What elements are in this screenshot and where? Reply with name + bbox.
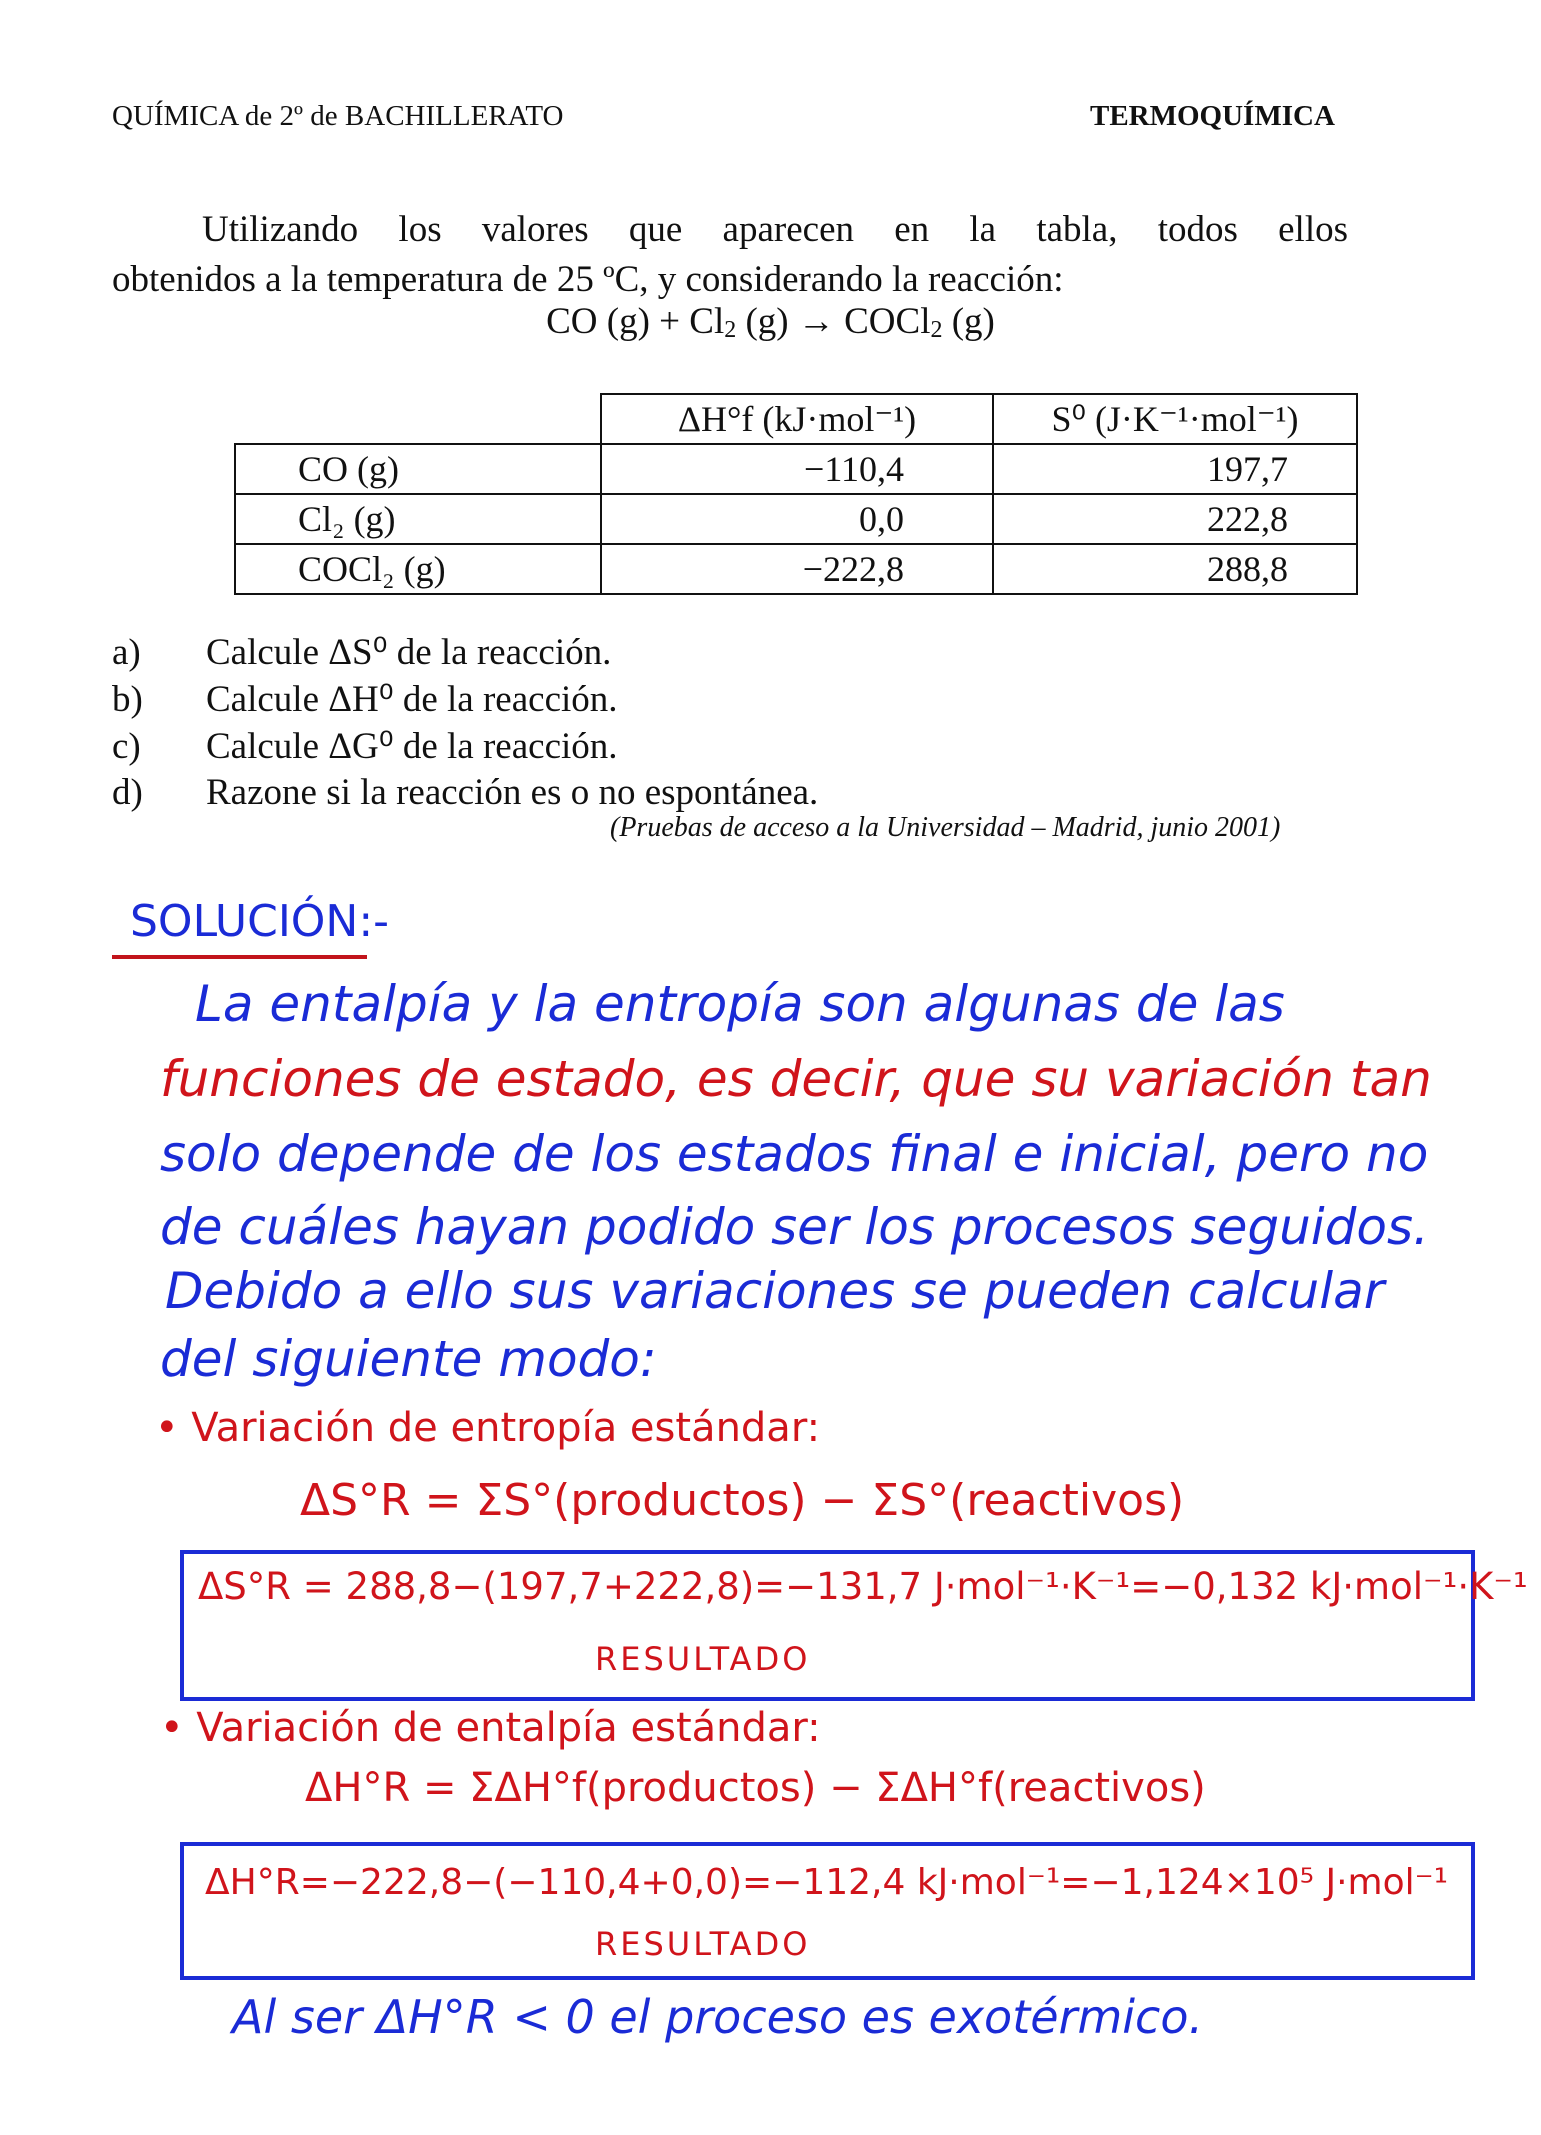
- eq-sub-1: 2: [724, 317, 737, 343]
- question-text: Razone si la reacción es o no espontánea.: [206, 772, 819, 813]
- solution-line-4: de cuáles hayan podido ser los procesos seguidos.: [160, 1198, 1429, 1256]
- question-label: b): [112, 679, 143, 720]
- solution-line-1: La entalpía y la entropía son algunas de las: [195, 975, 1285, 1033]
- solution-line-6: del siguiente modo:: [160, 1330, 657, 1388]
- entropy-result-label: RESULTADO: [595, 1640, 811, 1678]
- eq-part-2: (g) → COCl: [736, 301, 931, 342]
- row-name: COCl₂ (g): [235, 544, 601, 594]
- solution-title: SOLUCIÓN:-: [130, 896, 390, 947]
- eq-sub-2: 2: [930, 317, 943, 343]
- table-row: [235, 494, 1357, 544]
- question-text: Calcule ΔG⁰ de la reacción.: [206, 726, 618, 767]
- solution-line-5: Debido a ello sus variaciones se pueden calcular: [165, 1262, 1385, 1320]
- entropy-heading: • Variación de entropía estándar:: [155, 1405, 821, 1451]
- entropy-formula: ΔS°R = ΣS°(productos) − ΣS°(reactivos): [300, 1475, 1185, 1526]
- reaction-equation: [0, 300, 1541, 344]
- question-label: d): [112, 772, 143, 813]
- row-s: 288,8: [993, 544, 1357, 594]
- enthalpy-result: ΔH°R=−222,8−(−110,4+0,0)=−112,4 kJ·mol⁻¹=−1,124×10⁵ J·mol⁻¹: [205, 1862, 1449, 1903]
- source-citation: (Pruebas de acceso a la Universidad – Madrid, junio 2001): [610, 812, 1281, 843]
- solution-line-2: funciones de estado, es decir, que su variación tan: [160, 1050, 1432, 1108]
- row-s: 197,7: [993, 444, 1357, 494]
- enthalpy-formula: ΔH°R = ΣΔH°f(productos) − ΣΔH°f(reactivos): [305, 1765, 1206, 1811]
- question-list: [112, 630, 818, 818]
- enthalpy-heading: • Variación de entalpía estándar:: [160, 1705, 821, 1751]
- col-header-dh: ΔH°f (kJ·mol⁻¹): [601, 394, 993, 444]
- solution-line-3: solo depende de los estados final e inicial, pero no: [160, 1125, 1429, 1183]
- row-name: CO (g): [235, 444, 601, 494]
- row-dh: −110,4: [601, 444, 993, 494]
- question-label: a): [112, 632, 141, 673]
- conclusion: Al ser ΔH°R < 0 el proceso es exotérmico.: [232, 1990, 1204, 2044]
- list-item: [112, 677, 818, 724]
- enthalpy-result-label: RESULTADO: [595, 1925, 811, 1963]
- solution-underline: [112, 955, 367, 959]
- list-item: [112, 630, 818, 677]
- entropy-result: ΔS°R = 288,8−(197,7+222,8)=−131,7 J·mol⁻¹·K⁻¹=−0,132 kJ·mol⁻¹·K⁻¹: [198, 1565, 1528, 1608]
- row-dh: 0,0: [601, 494, 993, 544]
- header-topic: TERMOQUÍMICA: [1090, 100, 1335, 132]
- intro-line-1: Utilizando los valores que aparecen en la tabla, todos ellos: [202, 209, 1348, 250]
- list-item: [112, 771, 818, 818]
- intro-paragraph: [112, 205, 1348, 305]
- intro-line-2: obtenidos a la temperatura de 25 ºC, y considerando la reacción:: [112, 259, 1064, 300]
- row-dh: −222,8: [601, 544, 993, 594]
- row-s: 222,8: [993, 494, 1357, 544]
- eq-part-3: (g): [942, 301, 995, 342]
- row-name: Cl₂ (g): [235, 494, 601, 544]
- table-row: [235, 444, 1357, 494]
- question-label: c): [112, 726, 141, 767]
- list-item: [112, 724, 818, 771]
- question-text: Calcule ΔH⁰ de la reacción.: [206, 679, 618, 720]
- eq-part-1: CO (g) + Cl: [546, 301, 725, 342]
- table-row: [235, 544, 1357, 594]
- table-corner: [235, 394, 601, 444]
- question-text: Calcule ΔS⁰ de la reacción.: [206, 632, 612, 673]
- header-course: QUÍMICA de 2º de BACHILLERATO: [112, 100, 564, 132]
- table-header-row: [235, 394, 1357, 444]
- col-header-s: S⁰ (J·K⁻¹·mol⁻¹): [993, 394, 1357, 444]
- thermo-data-table: [234, 393, 1358, 595]
